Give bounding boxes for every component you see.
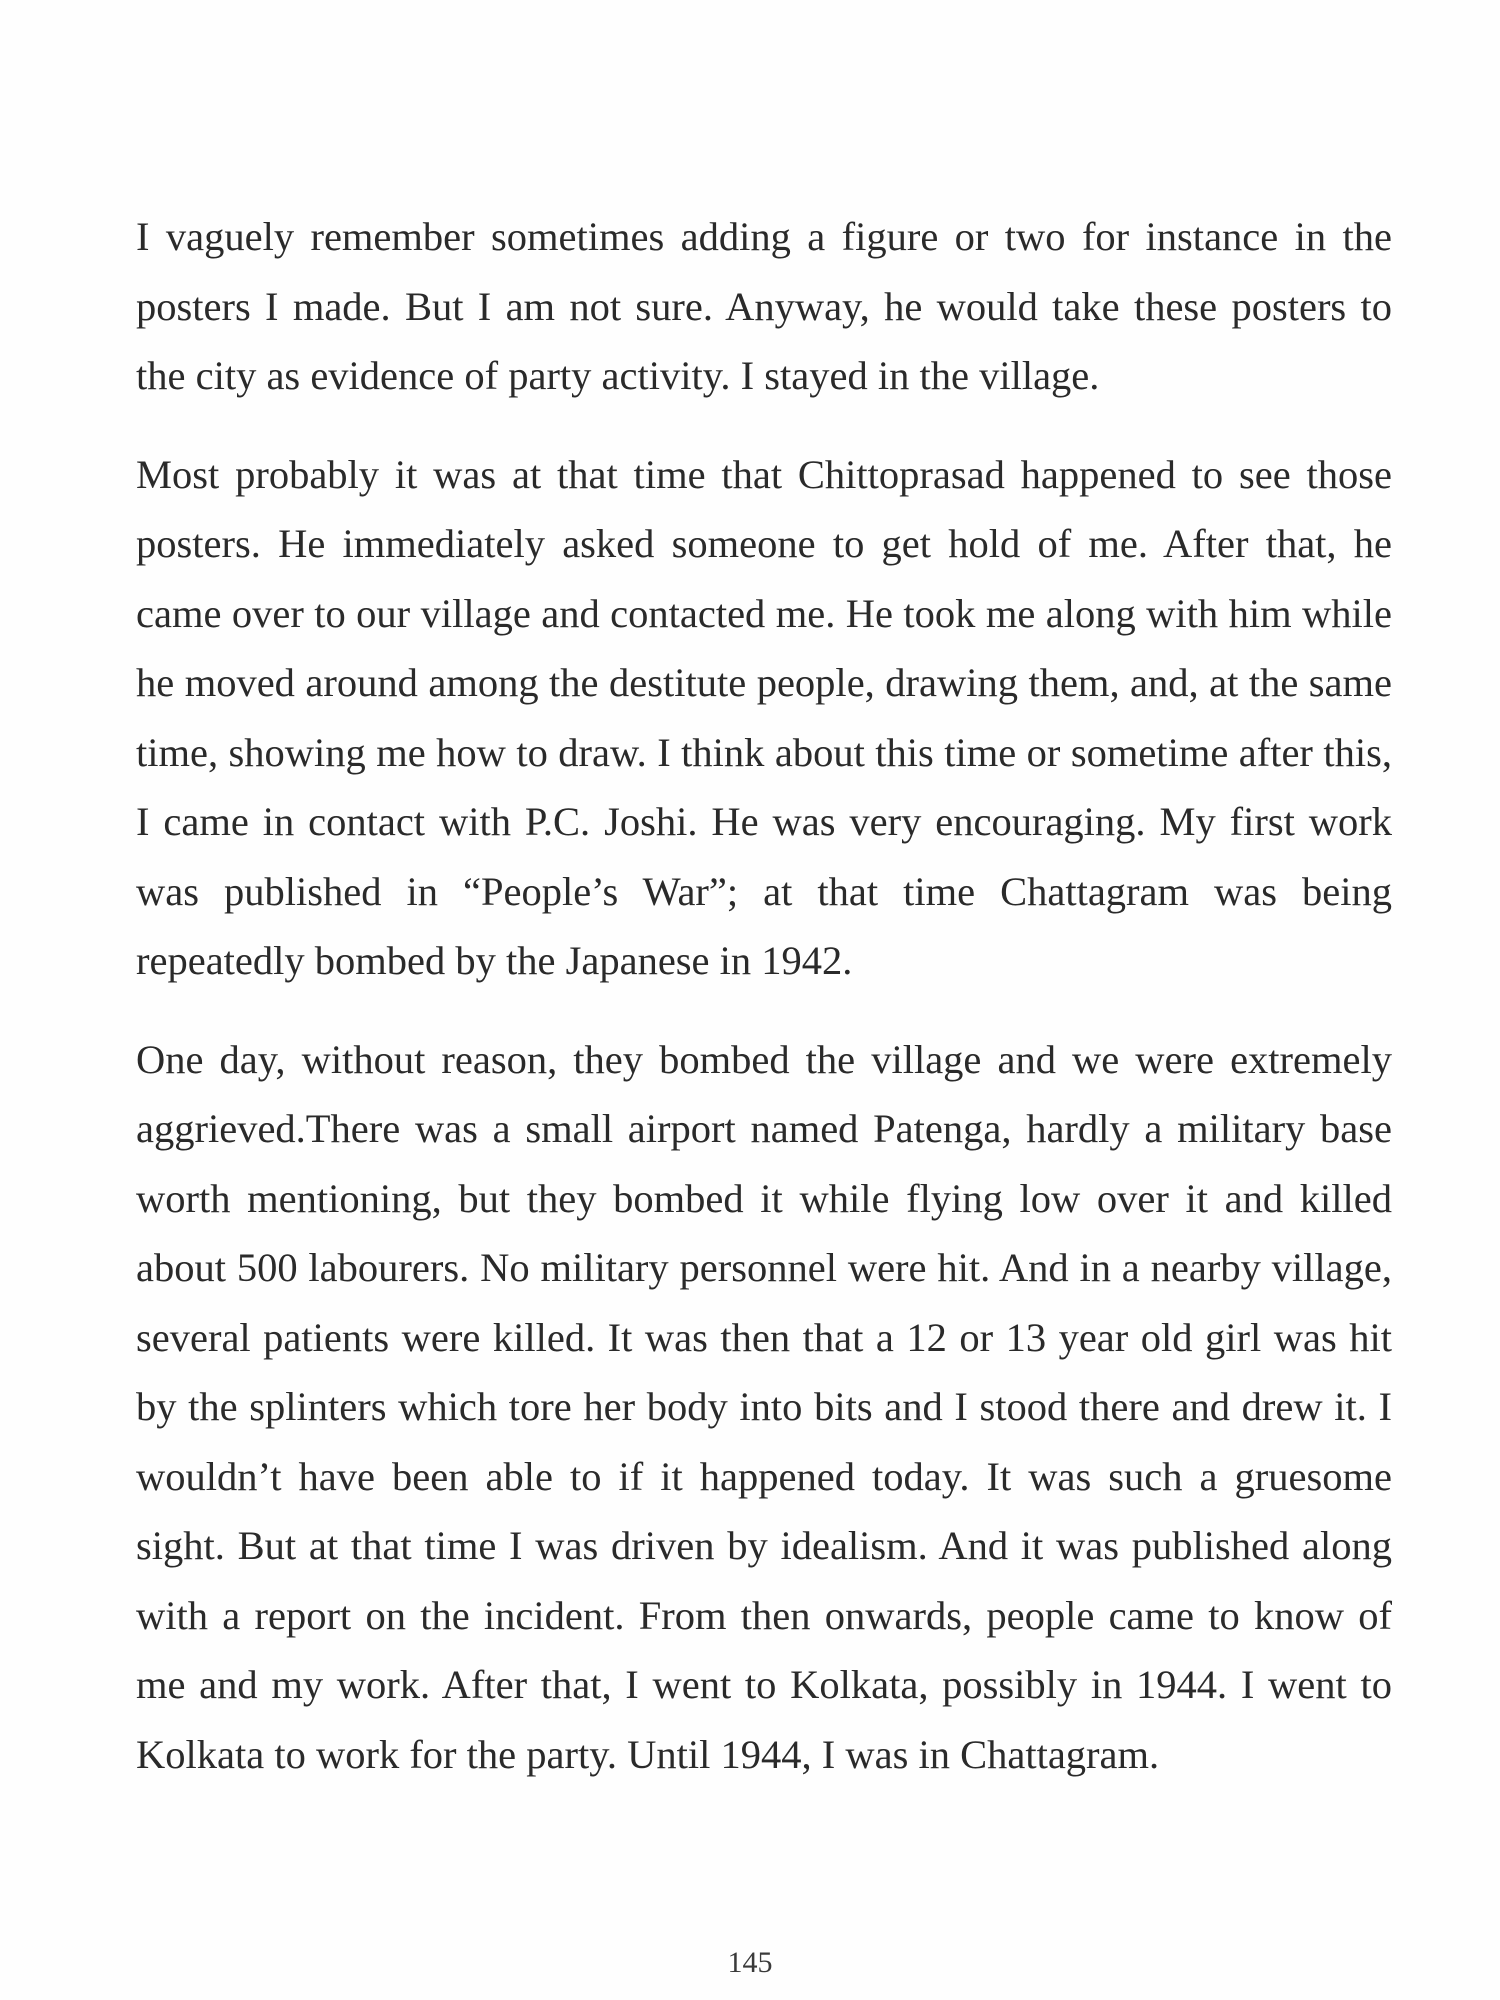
paragraph-3: One day, without reason, they bombed the village and we were extremely aggrieved.There was a small airport named Patenga, hardly a military base worth mentioning, but they bombed it while flying low over it and killed about 500 labourers. No military personnel were hit. And in a nearby village, several patients were killed. It was then that a 12 or 13 year old girl was hit by the splinters which tore her body into bits and I stood there and drew it. I wouldn’t have been able to if it happened today. It was such a gruesome sight. But at that time I was driven by idealism. And it was published along with a report on the incident. From then onwards, people came to know of me and my work. After that, I went to Kolkata, possibly in 1944. I went to Kolkata to work for the party. Until 1944, I was in Chattagram. [136,1036,1392,1777]
paragraph-2: Most probably it was at that time that Chittoprasad happened to see those posters. He immediately asked someone to get hold of me. After that, he came over to our village and contacted me. He took me along with him while he moved around among the destitute people, drawing them, and, at the same time, showing me how to draw. I think about this time or sometime after this, I came in contact with P.C. Joshi. He was very encouraging. My first work was published in “People’s War”; at that time Chattagram was being repeatedly bombed by the Japanese in 1942. [136,451,1392,983]
paragraph-1: I vaguely remember sometimes adding a figure or two for instance in the posters I made. But I am not sure. Anyway, he would take these posters to the city as evidence of party activity. I stayed in the village. [136,214,1392,398]
page-number: 145 [727,1946,773,1979]
body-text [136,202,1392,1818]
